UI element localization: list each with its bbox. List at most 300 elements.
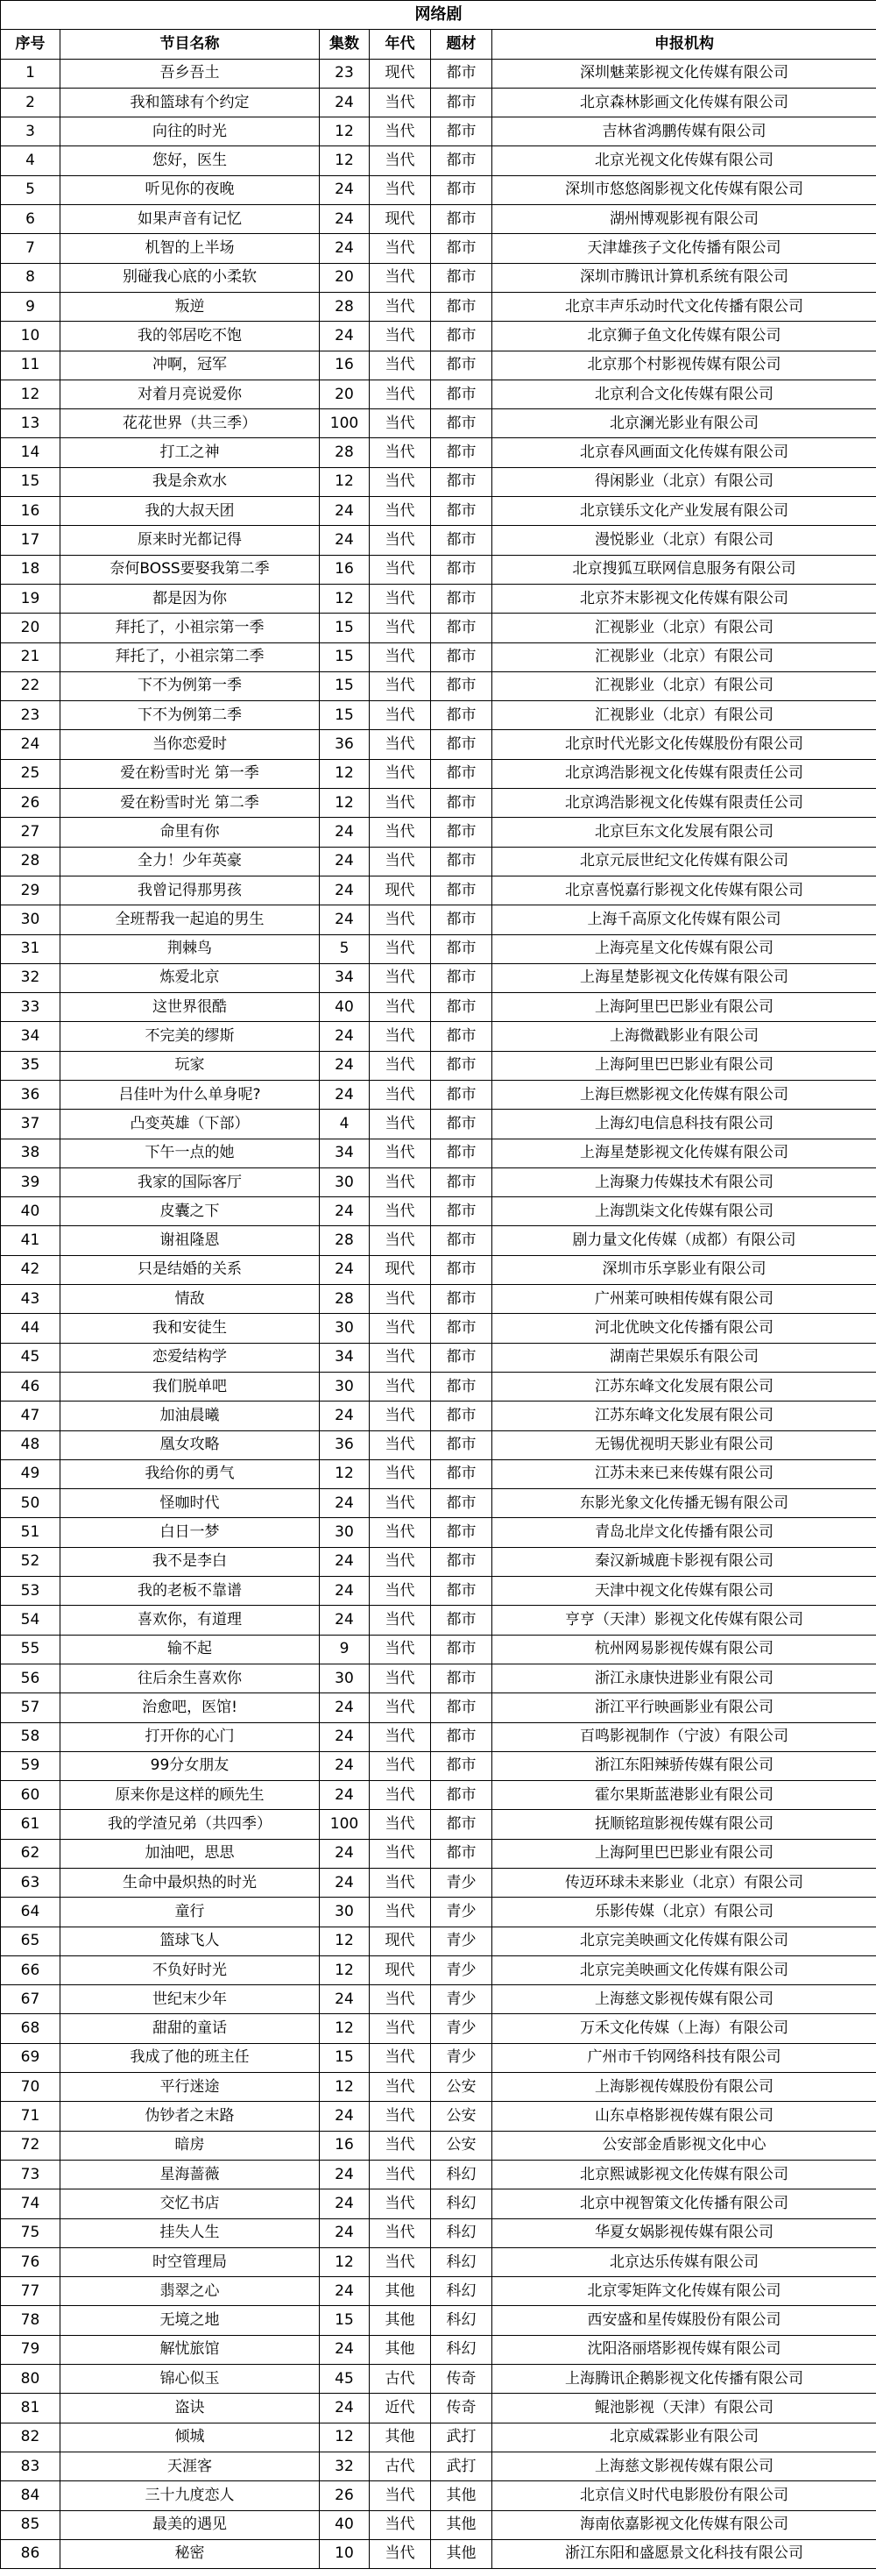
cell-program-name: 凸变英雄（下部） [60, 1110, 320, 1139]
cell-organization: 浙江东阳辣骄传媒有限公司 [492, 1751, 876, 1780]
cell-genre: 都市 [431, 1664, 492, 1692]
cell-episodes: 34 [320, 1343, 370, 1372]
cell-index: 51 [1, 1518, 60, 1547]
cell-era: 当代 [370, 759, 431, 788]
cell-program-name: 不负好时光 [60, 1955, 320, 1984]
table-row [1, 497, 876, 526]
cell-index: 54 [1, 1606, 60, 1635]
cell-genre: 都市 [431, 1167, 492, 1196]
cell-program-name: 平行迷途 [60, 2073, 320, 2102]
cell-organization: 北京熙诚影视文化传媒有限公司 [492, 2160, 876, 2189]
cell-program-name: 全力！少年英豪 [60, 847, 320, 876]
cell-genre: 都市 [431, 614, 492, 642]
cell-index: 86 [1, 2539, 60, 2568]
cell-era: 当代 [370, 2510, 431, 2539]
table-row [1, 876, 876, 905]
cell-program-name: 挂失人生 [60, 2218, 320, 2247]
cell-program-name: 爱在粉雪时光 第一季 [60, 759, 320, 788]
table-row [1, 2423, 876, 2452]
cell-program-name: 三十九度恋人 [60, 2481, 320, 2510]
cell-episodes: 24 [320, 205, 370, 234]
cell-era: 当代 [370, 1402, 431, 1430]
cell-organization: 传迈环球未来影业（北京）有限公司 [492, 1869, 876, 1898]
cell-era: 其他 [370, 2306, 431, 2335]
cell-era: 当代 [370, 380, 431, 408]
cell-era: 现代 [370, 1955, 431, 1984]
cell-genre: 青少 [431, 1869, 492, 1898]
cell-index: 37 [1, 1110, 60, 1139]
cell-organization: 霍尔果斯蓝港影业有限公司 [492, 1781, 876, 1810]
table-row [1, 263, 876, 292]
cell-episodes: 24 [320, 1869, 370, 1898]
cell-era: 当代 [370, 2189, 431, 2218]
cell-episodes: 12 [320, 584, 370, 613]
cell-index: 42 [1, 1255, 60, 1284]
cell-index: 74 [1, 2189, 60, 2218]
cell-organization: 上海聚力传媒技术有限公司 [492, 1167, 876, 1196]
cell-era: 当代 [370, 2043, 431, 2072]
table-row [1, 2510, 876, 2539]
cell-program-name: 别碰我心底的小柔软 [60, 263, 320, 292]
table-row [1, 963, 876, 992]
cell-era: 当代 [370, 1285, 431, 1314]
cell-organization: 深圳市腾讯计算机系统有限公司 [492, 263, 876, 292]
table-row [1, 1693, 876, 1722]
table-row [1, 847, 876, 876]
cell-index: 75 [1, 2218, 60, 2247]
cell-index: 45 [1, 1343, 60, 1372]
cell-episodes: 16 [320, 555, 370, 584]
cell-episodes: 5 [320, 934, 370, 963]
cell-genre: 公安 [431, 2131, 492, 2160]
table-row [1, 2277, 876, 2306]
cell-era: 当代 [370, 1781, 431, 1810]
table-row [1, 584, 876, 613]
cell-program-name: 下午一点的她 [60, 1139, 320, 1167]
cell-organization: 北京丰声乐动时代文化传播有限公司 [492, 292, 876, 321]
cell-genre: 都市 [431, 730, 492, 759]
cell-genre: 其他 [431, 2510, 492, 2539]
cell-program-name: 奈何BOSS要娶我第二季 [60, 555, 320, 584]
cell-episodes: 24 [320, 1722, 370, 1751]
cell-episodes: 34 [320, 1139, 370, 1167]
cell-genre: 其他 [431, 2481, 492, 2510]
table-row [1, 1197, 876, 1226]
table-row [1, 2539, 876, 2568]
cell-index: 31 [1, 934, 60, 963]
cell-program-name: 冲啊，冠军 [60, 351, 320, 380]
cell-episodes: 36 [320, 730, 370, 759]
cell-program-name: 治愈吧，医馆! [60, 1693, 320, 1722]
cell-program-name: 交忆书店 [60, 2189, 320, 2218]
cell-program-name: 暗房 [60, 2131, 320, 2160]
cell-program-name: 如果声音有记忆 [60, 205, 320, 234]
cell-organization: 上海千高原文化传媒有限公司 [492, 905, 876, 934]
cell-index: 7 [1, 234, 60, 263]
cell-index: 47 [1, 1402, 60, 1430]
cell-index: 39 [1, 1167, 60, 1196]
cell-genre: 都市 [431, 1022, 492, 1051]
cell-organization: 杭州网易影视传媒有限公司 [492, 1635, 876, 1664]
cell-episodes: 24 [320, 2189, 370, 2218]
cell-genre: 都市 [431, 1255, 492, 1284]
cell-program-name: 拜托了，小祖宗第二季 [60, 642, 320, 671]
cell-program-name: 原来你是这样的顾先生 [60, 1781, 320, 1810]
cell-episodes: 15 [320, 2043, 370, 2072]
cell-index: 43 [1, 1285, 60, 1314]
cell-episodes: 12 [320, 2014, 370, 2043]
cell-index: 69 [1, 2043, 60, 2072]
cell-genre: 青少 [431, 1898, 492, 1927]
cell-program-name: 吾乡吾土 [60, 59, 320, 88]
cell-program-name: 99分女朋友 [60, 1751, 320, 1780]
cell-index: 30 [1, 905, 60, 934]
cell-era: 现代 [370, 876, 431, 905]
cell-organization: 上海影视传媒股份有限公司 [492, 2073, 876, 2102]
table-row [1, 351, 876, 380]
cell-organization: 上海阿里巴巴影业有限公司 [492, 1051, 876, 1080]
cell-organization: 北京达乐传媒有限公司 [492, 2247, 876, 2276]
cell-genre: 青少 [431, 1985, 492, 2014]
cell-organization: 汇视影业（北京）有限公司 [492, 642, 876, 671]
cell-organization: 汇视影业（北京）有限公司 [492, 614, 876, 642]
cell-program-name: 凰女攻略 [60, 1430, 320, 1459]
cell-episodes: 24 [320, 818, 370, 847]
cell-program-name: 下不为例第一季 [60, 671, 320, 700]
table-body [1, 59, 876, 2569]
cell-era: 当代 [370, 730, 431, 759]
header-genre: 题材 [431, 30, 492, 59]
table-row [1, 409, 876, 438]
cell-genre: 都市 [431, 1577, 492, 1606]
header-era: 年代 [370, 30, 431, 59]
cell-organization: 北京信义时代电影股份有限公司 [492, 2481, 876, 2510]
cell-episodes: 12 [320, 146, 370, 175]
table-row [1, 934, 876, 963]
cell-era: 当代 [370, 1606, 431, 1635]
cell-program-name: 下不为例第二季 [60, 701, 320, 730]
cell-era: 当代 [370, 2131, 431, 2160]
cell-era: 当代 [370, 1751, 431, 1780]
cell-index: 19 [1, 584, 60, 613]
cell-organization: 公安部金盾影视文化中心 [492, 2131, 876, 2160]
cell-era: 当代 [370, 438, 431, 467]
cell-era: 当代 [370, 2218, 431, 2247]
cell-episodes: 32 [320, 2452, 370, 2480]
cell-episodes: 15 [320, 2306, 370, 2335]
cell-index: 16 [1, 497, 60, 526]
table-row [1, 1547, 876, 1576]
cell-genre: 科幻 [431, 2306, 492, 2335]
cell-index: 60 [1, 1781, 60, 1810]
cell-index: 84 [1, 2481, 60, 2510]
cell-program-name: 我的邻居吃不饱 [60, 322, 320, 351]
cell-organization: 剧力量文化传媒（成都）有限公司 [492, 1226, 876, 1255]
cell-organization: 北京威霖影业有限公司 [492, 2423, 876, 2452]
cell-episodes: 20 [320, 263, 370, 292]
cell-program-name: 我的大叔天团 [60, 497, 320, 526]
cell-era: 当代 [370, 905, 431, 934]
cell-index: 40 [1, 1197, 60, 1226]
cell-program-name: 听见你的夜晚 [60, 175, 320, 204]
cell-genre: 科幻 [431, 2218, 492, 2247]
cell-era: 当代 [370, 467, 431, 496]
table-row [1, 2102, 876, 2131]
cell-era: 当代 [370, 175, 431, 204]
cell-genre: 都市 [431, 175, 492, 204]
cell-genre: 都市 [431, 1547, 492, 1576]
table-row [1, 1022, 876, 1051]
cell-era: 当代 [370, 847, 431, 876]
table-row [1, 1985, 876, 2014]
cell-organization: 北京光视文化传媒有限公司 [492, 146, 876, 175]
cell-index: 78 [1, 2306, 60, 2335]
cell-episodes: 30 [320, 1314, 370, 1343]
table-row [1, 1810, 876, 1839]
cell-organization: 秦汉新城鹿卡影视有限公司 [492, 1547, 876, 1576]
cell-era: 当代 [370, 1839, 431, 1868]
cell-episodes: 24 [320, 175, 370, 204]
cell-genre: 都市 [431, 292, 492, 321]
table-row [1, 789, 876, 818]
cell-genre: 都市 [431, 234, 492, 263]
cell-era: 近代 [370, 2394, 431, 2423]
cell-program-name: 我的学渣兄弟（共四季） [60, 1810, 320, 1839]
cell-episodes: 24 [320, 497, 370, 526]
table-row [1, 2481, 876, 2510]
table-row [1, 642, 876, 671]
table-row [1, 234, 876, 263]
cell-era: 当代 [370, 1810, 431, 1839]
cell-index: 36 [1, 1080, 60, 1109]
cell-episodes: 36 [320, 1430, 370, 1459]
table-row [1, 1635, 876, 1664]
table-row [1, 1898, 876, 1927]
header-program-name: 节目名称 [60, 30, 320, 59]
table-row [1, 1110, 876, 1139]
cell-episodes: 24 [320, 1402, 370, 1430]
table-row [1, 1402, 876, 1430]
cell-program-name: 爱在粉雪时光 第二季 [60, 789, 320, 818]
cell-episodes: 28 [320, 292, 370, 321]
cell-episodes: 30 [320, 1898, 370, 1927]
cell-era: 当代 [370, 1197, 431, 1226]
cell-genre: 都市 [431, 818, 492, 847]
cell-organization: 江苏未来已来传媒有限公司 [492, 1459, 876, 1488]
cell-genre: 都市 [431, 1197, 492, 1226]
table-row [1, 292, 876, 321]
cell-program-name: 解忧旅馆 [60, 2335, 320, 2364]
cell-organization: 上海阿里巴巴影业有限公司 [492, 1839, 876, 1868]
table-title: 网络剧 [1, 1, 876, 30]
cell-era: 当代 [370, 934, 431, 963]
cell-index: 82 [1, 2423, 60, 2452]
cell-genre: 都市 [431, 117, 492, 146]
cell-index: 15 [1, 467, 60, 496]
cell-organization: 吉林省鸿鹏传媒有限公司 [492, 117, 876, 146]
cell-organization: 上海阿里巴巴影业有限公司 [492, 993, 876, 1022]
cell-genre: 都市 [431, 1285, 492, 1314]
cell-index: 41 [1, 1226, 60, 1255]
cell-program-name: 我们脱单吧 [60, 1372, 320, 1401]
table-row [1, 1285, 876, 1314]
cell-index: 66 [1, 1955, 60, 1984]
cell-era: 当代 [370, 526, 431, 555]
cell-index: 8 [1, 263, 60, 292]
cell-episodes: 24 [320, 1255, 370, 1284]
cell-index: 49 [1, 1459, 60, 1488]
cell-genre: 都市 [431, 1459, 492, 1488]
cell-organization: 上海凯柒文化传媒有限公司 [492, 1197, 876, 1226]
cell-organization: 上海微戳影业有限公司 [492, 1022, 876, 1051]
cell-episodes: 24 [320, 1080, 370, 1109]
table-row [1, 555, 876, 584]
cell-episodes: 24 [320, 88, 370, 117]
cell-era: 当代 [370, 701, 431, 730]
cell-era: 当代 [370, 1693, 431, 1722]
cell-organization: 北京狮子鱼文化传媒有限公司 [492, 322, 876, 351]
table-row [1, 1343, 876, 1372]
cell-episodes: 16 [320, 2131, 370, 2160]
cell-era: 当代 [370, 1898, 431, 1927]
cell-program-name: 谢祖隆恩 [60, 1226, 320, 1255]
table-row [1, 701, 876, 730]
cell-genre: 都市 [431, 322, 492, 351]
cell-index: 71 [1, 2102, 60, 2131]
cell-index: 33 [1, 993, 60, 1022]
cell-index: 38 [1, 1139, 60, 1167]
cell-era: 古代 [370, 2452, 431, 2480]
cell-index: 55 [1, 1635, 60, 1664]
cell-program-name: 白日一梦 [60, 1518, 320, 1547]
cell-program-name: 加油晨曦 [60, 1402, 320, 1430]
cell-program-name: 喜欢你，有道理 [60, 1606, 320, 1635]
cell-organization: 北京鸿浩影视文化传媒有限责任公司 [492, 759, 876, 788]
cell-organization: 上海腾讯企鹅影视文化传播有限公司 [492, 2365, 876, 2394]
cell-genre: 公安 [431, 2073, 492, 2102]
cell-genre: 都市 [431, 1810, 492, 1839]
cell-genre: 都市 [431, 993, 492, 1022]
cell-era: 当代 [370, 2102, 431, 2131]
cell-genre: 都市 [431, 263, 492, 292]
cell-organization: 北京零矩阵文化传媒有限公司 [492, 2277, 876, 2306]
table-row [1, 614, 876, 642]
table-row [1, 671, 876, 700]
cell-program-name: 皮囊之下 [60, 1197, 320, 1226]
cell-genre: 青少 [431, 1955, 492, 1984]
cell-era: 当代 [370, 1664, 431, 1692]
cell-program-name: 叛逆 [60, 292, 320, 321]
cell-program-name: 您好，医生 [60, 146, 320, 175]
table-row [1, 730, 876, 759]
cell-genre: 青少 [431, 2043, 492, 2072]
cell-index: 80 [1, 2365, 60, 2394]
cell-organization: 上海亮星文化传媒有限公司 [492, 934, 876, 963]
cell-genre: 科幻 [431, 2277, 492, 2306]
cell-index: 5 [1, 175, 60, 204]
cell-episodes: 12 [320, 2073, 370, 2102]
cell-genre: 都市 [431, 1139, 492, 1167]
cell-episodes: 24 [320, 876, 370, 905]
cell-index: 6 [1, 205, 60, 234]
table-row [1, 2365, 876, 2394]
cell-index: 26 [1, 789, 60, 818]
cell-era: 当代 [370, 1985, 431, 2014]
table-row [1, 2452, 876, 2480]
cell-index: 46 [1, 1372, 60, 1401]
cell-program-name: 不完美的缪斯 [60, 1022, 320, 1051]
cell-episodes: 24 [320, 1197, 370, 1226]
cell-era: 当代 [370, 1372, 431, 1401]
cell-organization: 深圳魅莱影视文化传媒有限公司 [492, 59, 876, 88]
cell-era: 当代 [370, 2160, 431, 2189]
cell-program-name: 时空管理局 [60, 2247, 320, 2276]
cell-era: 当代 [370, 1022, 431, 1051]
cell-episodes: 9 [320, 1635, 370, 1664]
table-row [1, 759, 876, 788]
cell-episodes: 12 [320, 117, 370, 146]
cell-index: 9 [1, 292, 60, 321]
cell-genre: 武打 [431, 2452, 492, 2480]
table-row [1, 2247, 876, 2276]
cell-program-name: 都是因为你 [60, 584, 320, 613]
cell-index: 68 [1, 2014, 60, 2043]
cell-organization: 浙江平行映画影业有限公司 [492, 1693, 876, 1722]
cell-era: 当代 [370, 1080, 431, 1109]
table-row [1, 1664, 876, 1692]
cell-episodes: 24 [320, 847, 370, 876]
table-row [1, 2160, 876, 2189]
cell-program-name: 吕佳叶为什么单身呢? [60, 1080, 320, 1109]
cell-genre: 都市 [431, 467, 492, 496]
cell-index: 85 [1, 2510, 60, 2539]
cell-program-name: 无境之地 [60, 2306, 320, 2335]
cell-index: 28 [1, 847, 60, 876]
header-index: 序号 [1, 30, 60, 59]
cell-era: 当代 [370, 1518, 431, 1547]
cell-program-name: 最美的遇见 [60, 2510, 320, 2539]
table-row [1, 2073, 876, 2102]
cell-genre: 都市 [431, 526, 492, 555]
cell-episodes: 100 [320, 409, 370, 438]
cell-program-name: 翡翠之心 [60, 2277, 320, 2306]
cell-index: 18 [1, 555, 60, 584]
cell-program-name: 我的老板不靠谱 [60, 1577, 320, 1606]
cell-organization: 深圳市悠悠阁影视文化传媒有限公司 [492, 175, 876, 204]
cell-index: 27 [1, 818, 60, 847]
cell-organization: 北京那个村影视传媒有限公司 [492, 351, 876, 380]
table-row [1, 88, 876, 117]
cell-program-name: 命里有你 [60, 818, 320, 847]
cell-organization: 北京利合文化传媒有限公司 [492, 380, 876, 408]
cell-index: 35 [1, 1051, 60, 1080]
cell-era: 当代 [370, 1547, 431, 1576]
cell-program-name: 情敌 [60, 1285, 320, 1314]
cell-episodes: 24 [320, 1489, 370, 1518]
cell-episodes: 24 [320, 2160, 370, 2189]
cell-episodes: 24 [320, 1577, 370, 1606]
cell-index: 72 [1, 2131, 60, 2160]
cell-index: 34 [1, 1022, 60, 1051]
header-row [1, 30, 876, 59]
cell-genre: 都市 [431, 409, 492, 438]
cell-era: 当代 [370, 1343, 431, 1372]
cell-episodes: 30 [320, 1167, 370, 1196]
cell-organization: 深圳市乐享影业有限公司 [492, 1255, 876, 1284]
cell-genre: 都市 [431, 1343, 492, 1372]
cell-episodes: 28 [320, 438, 370, 467]
cell-episodes: 15 [320, 614, 370, 642]
